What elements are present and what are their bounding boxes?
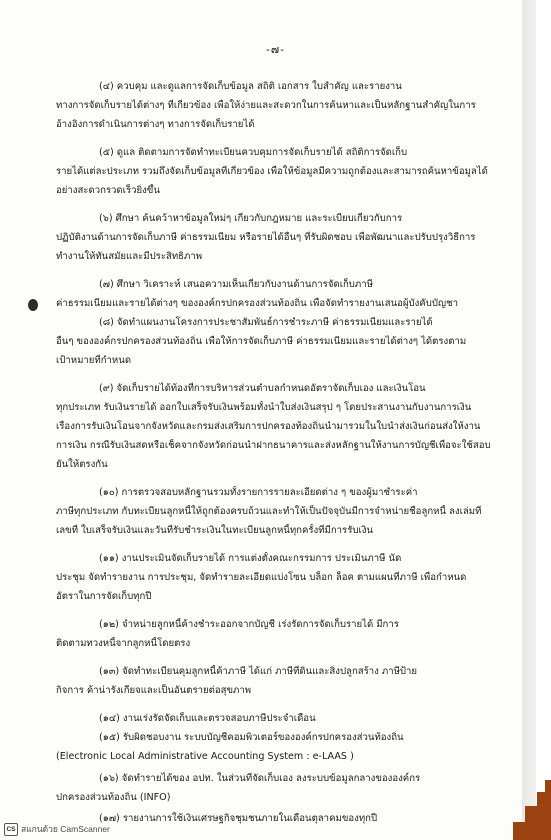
text-line: อื่นๆ ขององค์กรปกครองส่วนท้องถิ่น เพื่อให้การจัดเก็บภาษี ค่าธรรมเนียมและรายได้ต่างๆ ได้ตรงตาม (56, 336, 467, 347)
camscanner-logo-icon: CS (4, 823, 18, 836)
text-line: (๕) ดูแล ติดตามการจัดทำทะเบียนควบคุมการจัดเก็บรายได้ สถิติการจัดเก็บ (99, 147, 408, 158)
text-line: ทำงานให้ทันสมัยและมีประสิทธิภาพ (56, 251, 203, 262)
text-line: ปกครองส่วนท้องถิ่น (INFO) (56, 792, 171, 803)
text-line: (๑๕) รับผิดชอบงาน ระบบบัญชีคอมพิวเตอร์ขององค์กรปกครองส่วนท้องถิ่น (99, 732, 404, 743)
text-line: ยันให้ตรงกัน (56, 459, 108, 470)
text-line: อย่างสะดวกรวดเร็วยิ่งขึ้น (56, 185, 160, 196)
text-line: (๗) ศึกษา วิเคราะห์ เสนอความเห็นเกี่ยวกับงานด้านการจัดเก็บภาษี (99, 279, 373, 290)
text-line: (๑๖) จัดทำรายได้ของ อปท. ในส่วนที่จัดเก็บเอง ลงระบบข้อมูลกลางขององค์กร (99, 773, 421, 784)
text-line: (๖) ศึกษา ค้นคว้าหาข้อมูลใหม่ๆ เกี่ยวกับกฎหมาย และระเบียบเกี่ยวกับการ (99, 213, 403, 224)
page-number: -๗- (265, 43, 286, 56)
text-line: กิจการ ค้าน่ารังเกียจและเป็นอันตรายต่อสุขภาพ (56, 685, 252, 696)
text-line: เรื่องการรับเงินโอนจากจังหวัดและกรมส่งเสริมการปกครองท้องถิ่นนำมารวมในใบนำส่งเงินก่อนส่งให้งาน (56, 421, 481, 432)
text-line: (Electronic Local Administrative Accounting System : e-LAAS ) (56, 751, 354, 762)
text-line: ภาษีทุกประเภท กับทะเบียนลูกหนี้ให้ถูกต้องครบถ้วนและทำให้เป็นปัจจุบันมีการจำหน่ายชื่อลูกหนี้ ลงเล่มที่ (56, 506, 482, 517)
decorative-corner (513, 780, 551, 840)
camscanner-watermark (4, 822, 110, 836)
text-line: (๑๒) จำหน่ายลูกหนี้ค้างชำระออกจากบัญชี เร่งรัดการจัดเก็บรายได้ มีการ (99, 619, 399, 630)
text-line: อัตราในการจัดเก็บทุกปี (56, 591, 152, 602)
text-line: ประชุม จัดทำรายงาน การประชุม, จัดทำรายละเอียดแบ่งโซน บล็อก ล็อค ตามแผนที่ภาษี เพื่อกำหนด (56, 572, 467, 583)
text-line: (๙) จัดเก็บรายได้ท้องที่การบริหารส่วนตำบลกำหนดอัตราจัดเก็บเอง และเงินโอน (99, 383, 426, 394)
text-line: ทุกประเภท รับเงินรายได้ ออกใบเสร็จรับเงินพร้อมทั้งนำใบส่งเงินสรุป ๆ โดยประสานงานกับงานการเงิน (56, 402, 472, 413)
watermark-text: สแกนด้วย CamScanner (21, 824, 110, 834)
text-line: เป้าหมายที่กำหนด (56, 355, 132, 366)
text-line: ทางการจัดเก็บรายได้ต่างๆ ที่เกี่ยวข้อง เพื่อให้ง่ายและสะดวกในการค้นหาและเป็นหลักฐานสำคัญในการ (56, 100, 476, 111)
text-line: เลขที่ ใบเสร็จรับเงินและวันที่รับชำระเงินในทะเบียนลูกหนี้ทุกครั้งที่มีการรับเงิน (56, 525, 373, 536)
text-line: (๑๐) การตรวจสอบหลักฐานรวมทั้งรายการรายละเอียดต่าง ๆ ของผู้มาชำระค่า (99, 487, 418, 498)
page-edge-shadow (522, 0, 536, 840)
text-line: (๑๓) จัดทำทะเบียนคุมลูกหนี้ค้าภาษี ได้แก่ ภาษีที่ดินและสิ่งปลูกสร้าง ภาษีป้าย (99, 666, 418, 677)
text-line: (๑๗) รายงานการใช้เงินเศรษฐกิจชุมชนภายในเดือนตุลาคมของทุกปี (99, 813, 378, 824)
text-line: ปฏิบัติงานด้านการจัดเก็บภาษี ค่าธรรมเนียม หรือรายได้อื่นๆ ที่รับผิดชอบ เพื่อพัฒนาและปรับปรุงวิธีการ (56, 232, 476, 243)
punch-hole (28, 299, 38, 311)
text-line: (๑๑) งานประเมินจัดเก็บรายได้ การแต่งตั้งคณะกรรมการ ประเมินภาษี นัด (99, 553, 402, 564)
text-line: (๘) จัดทำแผนงานโครงการประชาสัมพันธ์การชำระภาษี ค่าธรรมเนียมและรายได้ (99, 317, 433, 328)
text-line: รายได้แต่ละประเภท รวมถึงจัดเก็บข้อมูลที่เกี่ยวข้อง เพื่อให้ข้อมูลมีความถูกต้องและสามารถค้นหาข้อมูลได้ (56, 166, 488, 177)
text-line: (๔) ควบคุม และดูแลการจัดเก็บข้อมูล สถิติ เอกสาร ใบสำคัญ และรายงาน (99, 81, 402, 92)
text-line: ค่าธรรมเนียมและรายได้ต่างๆ ขององค์กรปกครองส่วนท้องถิ่น เพื่อจัดทำรายงานเสนอผู้บังคับบัญชา (56, 298, 458, 309)
text-line: ติดตามทวงหนี้จากลูกหนี้โดยตรง (56, 638, 191, 649)
text-line: (๑๔) งานเร่งรัดจัดเก็บและตรวจสอบภาษีประจำเดือน (99, 713, 316, 724)
text-line: อ้างอิงการดำเนินการต่างๆ ทางการจัดเก็บรายได้ (56, 119, 255, 130)
text-line: การเงิน กรณีรับเงินสดหรือเช็คจากจังหวัดก่อนนำฝากธนาคารและส่งหลักฐานให้งานการบัญชีเพื่อจะใช้สอบ (56, 440, 491, 451)
